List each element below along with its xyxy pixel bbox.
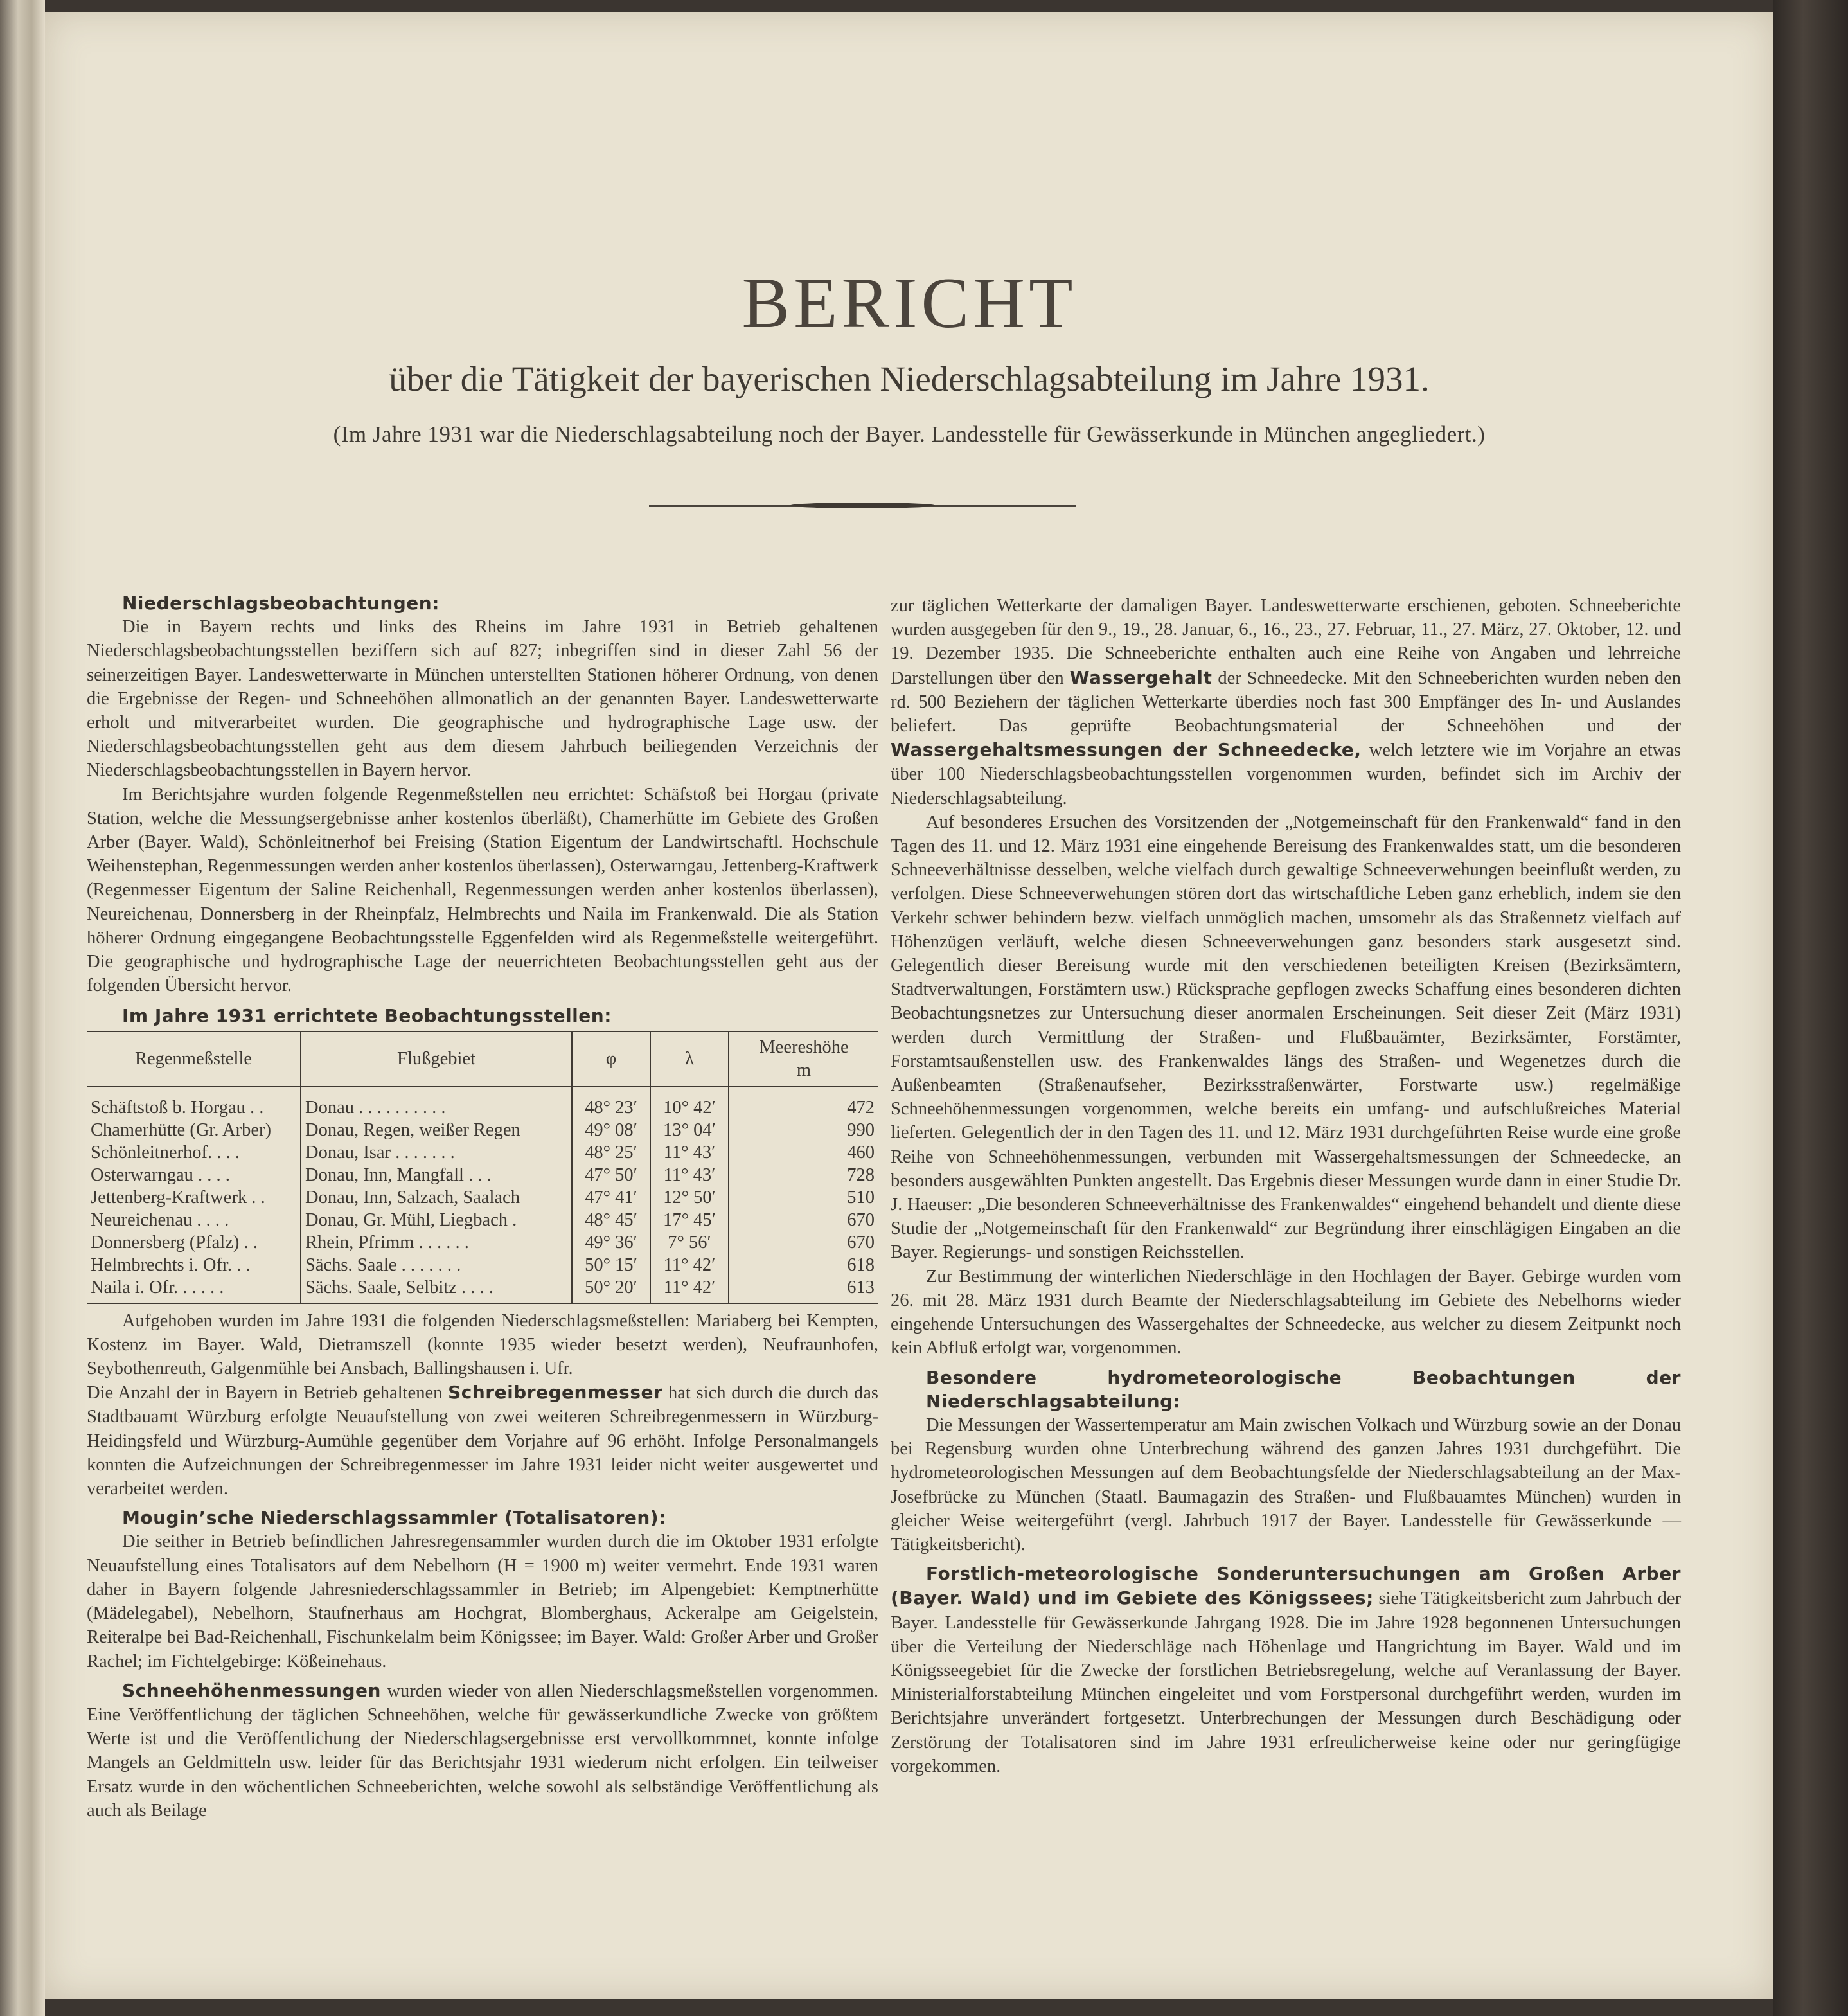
stations-table xyxy=(87,1031,878,1304)
paragraph: Aufgehoben wurden im Jahre 1931 die folgenden Niederschlagsmeßstellen: Mariaberg bei Kempten, Kostenz im Bayer. Wald, Dietramszell (konnte 1935 wieder besetzt werden), Neufraunhofen, Seybothenreuth, Galgenmühle bei Ansbach, Ballingshausen i. Ufr. xyxy=(87,1310,878,1379)
table-title: Im Jahre 1931 errichtete Beobachtungsstellen: xyxy=(122,1005,612,1027)
table-row: Jettenberg-Kraftwerk . . Donau, Inn, Salzach, Saalach 47° 41′ 12° 50′ 510 xyxy=(87,1186,878,1209)
column-header: λ xyxy=(650,1031,729,1087)
table-row: Schäftstoß b. Horgau . . Donau . . . . . . . . . . 48° 23′ 10° 42′ 472 xyxy=(87,1087,878,1119)
table-row: Chamerhütte (Gr. Arber) Donau, Regen, weißer Regen 49° 08′ 13° 04′ 990 xyxy=(87,1119,878,1141)
paragraph: zur täglichen Wetterkarte der damaligen Bayer. Landeswetterwarte erschienen, geboten. Schneeberichte wurden ausgegeben für den 9., 19., 28. Januar, 6., 16., 23., 27. Februar, 11., 27. März, 27. Oktober, 12. und 19. Dezember 1935. Die Schneeberichte enthalten auch eine Reihe von Angaben und lehrreiche Darstellungen über den Wassergehalt der Schneedecke. Mit den Schneeberichten wurden neben den rd. 500 Beziehern der täglichen Wetterkarte überdies noch fast 300 Empfänger des In- und Auslandes beliefert. Das geprüfte Beobachtungsmaterial der Schneehöhen und der Wassergehaltsmessungen der Schneedecke, welch letztere wie im Vorjahre an etwas über 100 Niederschlagsbeobachtungsstellen vorgenommen wurden, befindet sich im Archiv der Niederschlagsabteilung. xyxy=(891,596,1681,808)
paragraph: Die Anzahl der in Bayern in Betrieb gehaltenen Schreibregenmesser hat sich durch die durch das Stadtbauamt Würzburg erfolgte Neuaufstellung von zwei weiteren Schreibregenmessern in Würzburg-Heidingsfeld und Würzburg-Aumühle gegenüber dem Vorjahre auf 96 erhöht. Infolge Personalmangels konnten die Aufzeichnungen der Schreibregenmesser im Jahre 1931 leider nicht weiter ausgewertet und verarbeitet werden. xyxy=(87,1382,878,1499)
table-row: Osterwarngau . . . . Donau, Inn, Mangfall . . . 47° 50′ 11° 43′ 728 xyxy=(87,1164,878,1186)
table-row: Helmbrechts i. Ofr. . . Sächs. Saale . . . . . . . 50° 15′ 11° 42′ 618 xyxy=(87,1254,878,1276)
paragraph: Die Messungen der Wassertemperatur am Main zwischen Volkach und Würzburg sowie an der Donau bei Regensburg wurden ohne Unterbrechung während des ganzen Jahres 1931 durchgeführt. Die hydrometeorologischen Messungen auf dem Beobachtungsfelde der Niederschlagsabteilung an der Max-Josefbrücke zu München (Staatl. Baumagazin des Straßen- und Flußbauamtes München) wurden in gleicher Weise weitergeführt (vergl. Jahrbuch 1917 der Bayer. Landesstelle für Gewässerkunde — Tätigkeitsbericht). xyxy=(891,1414,1681,1555)
right-column xyxy=(891,594,1681,1778)
column-header: Regenmeßstelle xyxy=(87,1031,301,1087)
section-heading: Besondere hydrometeorologische Beobachtungen der Niederschlagsabteilung: xyxy=(926,1366,1681,1412)
paragraph: Schneehöhenmessungen wurden wieder von allen Niederschlagsmeßstellen vorgenommen. Eine Veröffentlichung der täglichen Schneehöhen, welche für gewässerkundliche Zwecke von größtem Werte ist und die Veröffentlichung der Niederschlagsergebnisse erst vervollkommnet, konnte infolge Mangels an Geldmitteln usw. leider für das Berichtsjahr 1931 wiederum nicht erfolgen. Ein teilweiser Ersatz wurde in den wöchentlichen Schneeberichten, welche sowohl als selbständige Veröffentlichung als auch als Beilage xyxy=(87,1679,878,1821)
document-page xyxy=(45,12,1773,1999)
page-subtitle: über die Tätigkeit der bayerischen Niederschlagsabteilung im Jahre 1931. xyxy=(389,359,1430,398)
page-title: BERICHT xyxy=(742,263,1077,343)
table-row: Naila i. Ofr. . . . . . Sächs. Saale, Selbitz . . . . 50° 20′ 11° 42′ 613 xyxy=(87,1276,878,1303)
column-header: φ xyxy=(572,1031,650,1087)
divider-ornament xyxy=(790,503,935,508)
book-spine xyxy=(0,0,45,2016)
table-row: Neureichenau . . . . Donau, Gr. Mühl, Liegbach . 48° 45′ 17° 45′ 670 xyxy=(87,1209,878,1231)
paragraph: Auf besonderes Ersuchen des Vorsitzenden der „Notgemeinschaft für den Frankenwald“ fand in den Tagen des 11. und 12. März 1931 eine eingehende Bereisung des Frankenwaldes statt, um die besonderen Schneeverhältnisse desselben, welche vielfach durch gewaltige Schneeverwehungen beeinflußt werden, zu verfolgen. Diese Schneeverwehungen stören dort das wirtschaftliche Leben ganz erheblich, indem sie den Verkehr schwer behindern bezw. vielfach unmöglich machen, umsomehr als das Straßennetz vielfach auf Höhenzügen verläuft, welche diesen Schneeverwehungen ganz besonders stark ausgesetzt sind. Gelegentlich dieser Bereisung wurde mit den verschiedenen beteiligten Kreisen (Bezirksämtern, Stadtverwaltungen, Forstämtern usw.) Rücksprache gepflogen zwecks Schaffung eines besonderen dichten Beobachtungsnetzes zur Untersuchung dieser anormalen Erscheinungen. Seit dieser Zeit (März 1931) werden durch Vermittlung der Straßen- und Flußbauämter, Bezirksämter, Forstämter, Forstamtsaußenstellen usw. des Frankenwaldes längs des Straßen- und Wegenetzes durch die Außenbeamten (Straßenaufseher, Bezirksstraßenwärter, Forstwarte usw.) regelmäßige Schneehöhenmessungen vorgenommen, welche bereits ein umfang- und aufschlußreiches Material lieferten. Gelegentlich der in den Tagen des 11. und 12. März 1931 durchgeführten Reise wurde eine große Reihe von Schneehöhenmessungen, verbunden mit Wassergehaltsmessungen der Schneedecke, an besonders ausgewählten Punkten angestellt. Das Ergebnis dieser Messungen wurde dann in einer Studie Dr. J. Haeuser: „Die besonderen Schneeverhältnisse des Frankenwaldes“ eingehend behandelt und diente diese Studie der „Notgemeinschaft für den Frankenwald“ zur Begründung ihrer einschlägigen Eingaben an die Bayer. Regierungs- und sonstigen Reichsstellen. xyxy=(891,812,1681,1263)
table-header-row xyxy=(87,1031,878,1087)
paragraph: Im Berichtsjahre wurden folgende Regenmeßstellen neu errichtet: Schäfstoß bei Horgau (private Station, welche die Messungsergebnisse anher kostenlos überläßt), Chamerhütte im Gebiete des Großen Arber (Bayer. Wald), Schönleitnerhof bei Freising (Station Eigentum der Landwirtschaftl. Hochschule Weihenstephan, Regenmessungen werden anher kostenlos überlassen), Osterwarngau, Jettenberg-Kraftwerk (Regenmesser Eigentum der Saline Reichenhall, Regenmessungen werden anher kostenlos überlassen), Neureichenau, Donnersberg in der Rheinpfalz, Helmbrechts und Naila im Frankenwald. Die als Station höherer Ordnung eingegangene Beobachtungsstelle Eggenfelden wird als Regenmeßstelle weitergeführt. Die geographische und hydrographische Lage der neuerrichteten Beobachtungsstellen geht aus der folgenden Übersicht hervor. xyxy=(87,784,878,996)
table-row: Donnersberg (Pfalz) . . Rhein, Pfrimm . . . . . . 49° 36′ 7° 56′ 670 xyxy=(87,1231,878,1254)
column-header: Meereshöhe m xyxy=(729,1031,878,1087)
section-heading: Niederschlagsbeobachtungen: xyxy=(122,593,440,614)
table-row: Schönleitnerhof. . . . Donau, Isar . . . . . . . 48° 25′ 11° 43′ 460 xyxy=(87,1141,878,1164)
paragraph: Forstlich-meteorologische Sonderuntersuchungen am Großen Arber (Bayer. Wald) und im Gebiete des Königssees; siehe Tätigkeitsbericht zum Jahrbuch der Bayer. Landesstelle für Gewässerkunde Jahrgang 1928. Die im Jahre 1928 begonnenen Untersuchungen über die Verteilung der Niederschläge nach Höhenlage und Hangrichtung im Bayer. Wald und im Königsseegebiet für die Zwecke der forstlichen Betriebsregelung, welche auf Veranlassung der Bayer. Ministerialforstabteilung München eingeleitet und vom Forstpersonal durchgeführt werden, wurden im Berichtsjahre unverändert fortgesetzt. Unterbrechungen der Messungen durch Beschädigung oder Zerstörung der Totalisatoren sind im Jahre 1931 erfreulicherweise keine oder nur geringfügige vorgekommen. xyxy=(891,1563,1681,1776)
left-column xyxy=(87,589,878,1823)
page-note: (Im Jahre 1931 war die Niederschlagsabteilung noch der Bayer. Landesstelle für Gewässerkunde in München angegliedert.) xyxy=(333,422,1486,447)
paragraph: Die in Bayern rechts und links des Rheins im Jahre 1931 in Betrieb gehaltenen Niederschlagsbeobachtungsstellen beziffern sich auf 827; inbegriffen sind in dieser Zahl 56 der seinerzeitigen Bayer. Landeswetterwarte in München unterstellten Stationen höherer Ordnung, von denen die Ergebnisse der Regen- und Schneehöhen allmonatlich an der genannten Bayer. Landeswetterwarte erholt und mitverarbeitet wurden. Die geographische und hydrographische Lage usw. der Niederschlagsbeobachtungsstellen geht aus dem diesem Jahrbuch beiliegenden Verzeichnis der Niederschlagsbeobachtungsstellen in Bayern hervor. xyxy=(87,617,878,781)
column-header: Flußgebiet xyxy=(301,1031,572,1087)
paragraph: Zur Bestimmung der winterlichen Niederschläge in den Hochlagen der Bayer. Gebirge wurden vom 26. mit 28. März 1931 durch Beamte der Niederschlagsabteilung im Gebiete des Nebelhorns wieder eingehende Untersuchungen des Wassergehaltes der Schneedecke, aus welcher zu diesem Zeitpunkt noch kein Abfluß erfolgt war, vorgenommen. xyxy=(891,1266,1681,1359)
paragraph: Die seither in Betrieb befindlichen Jahresregensammler wurden durch die im Oktober 1931 erfolgte Neuaufstellung eines Totalisators auf dem Nebelhorn (H = 1900 m) weiter vermehrt. Ende 1931 waren daher in Bayern folgende Jahresniederschlagssammler in Betrieb; im Alpengebiet: Kemptnerhütte (Mädelegabel), Nebelhorn, Staufnerhaus am Hochgrat, Blomberghaus, Ackeralpe am Geigelstein, Reiteralpe bei Bad-Reichenhall, Fischunkelalm beim Königssee; im Bayer. Wald: Großer Arber und Großer Rachel; im Fichtelgebirge: Kößeinehaus. xyxy=(87,1531,878,1672)
book-cover-edge xyxy=(1773,0,1848,2016)
section-heading: Mougin’sche Niederschlagssammler (Totalisatoren): xyxy=(122,1507,666,1529)
